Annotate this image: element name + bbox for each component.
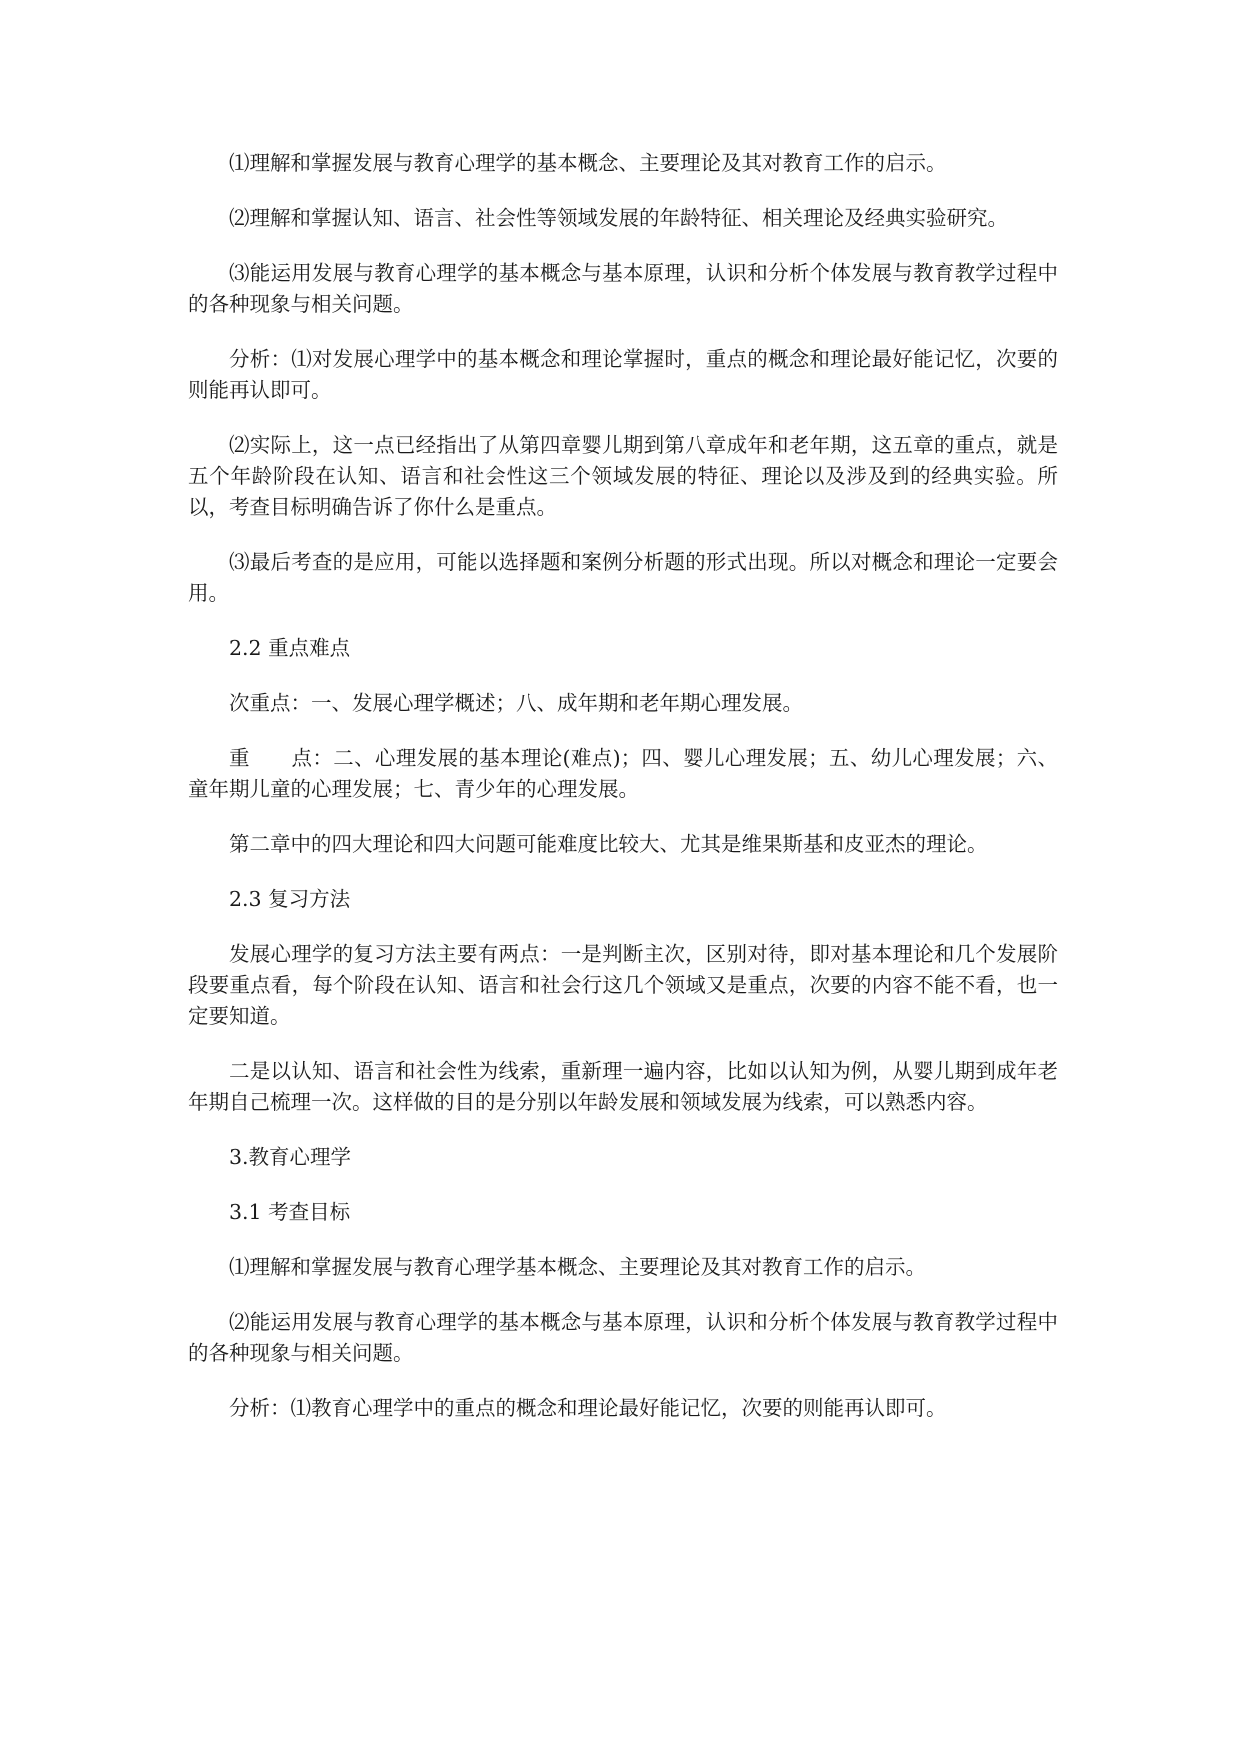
paragraph: 分析：⑴教育心理学中的重点的概念和理论最好能记忆，次要的则能再认即可。: [229, 1396, 947, 1420]
paragraph: ⑶最后考查的是应用，可能以选择题和案例分析题的形式出现。所以对概念和理论一定要会用。: [188, 550, 1058, 605]
paragraph: ⑴理解和掌握发展与教育心理学基本概念、主要理论及其对教育工作的启示。: [229, 1255, 926, 1279]
paragraph: 重 点：二、心理发展的基本理论(难点)；四、婴儿心理发展；五、幼儿心理发展；六、童年期儿童的心理发展；七、青少年的心理发展。: [188, 746, 1058, 801]
paragraph: 二是以认知、语言和社会性为线索，重新理一遍内容，比如以认知为例，从婴儿期到成年老年期自己梳理一次。这样做的目的是分别以年龄发展和领域发展为线索，可以熟悉内容。: [188, 1059, 1058, 1114]
paragraph: ⑵能运用发展与教育心理学的基本概念与基本原理，认识和分析个体发展与教育教学过程中的各种现象与相关问题。: [188, 1310, 1058, 1365]
document-body: [188, 148, 1058, 1448]
paragraph: ⑶能运用发展与教育心理学的基本概念与基本原理，认识和分析个体发展与教育教学过程中的各种现象与相关问题。: [188, 261, 1058, 316]
section-heading: 2.2 重点难点: [229, 636, 351, 660]
paragraph: ⑴理解和掌握发展与教育心理学的基本概念、主要理论及其对教育工作的启示。: [229, 151, 947, 175]
section-heading: 3.教育心理学: [229, 1145, 352, 1169]
paragraph: 发展心理学的复习方法主要有两点：一是判断主次，区别对待，即对基本理论和几个发展阶段要重点看，每个阶段在认知、语言和社会行这几个领域又是重点，次要的内容不能不看，也一定要知道。: [188, 942, 1058, 1028]
section-heading: 2.3 复习方法: [229, 887, 351, 911]
paragraph: ⑵理解和掌握认知、语言、社会性等领域发展的年龄特征、相关理论及经典实验研究。: [229, 206, 1008, 230]
paragraph: 第二章中的四大理论和四大问题可能难度比较大、尤其是维果斯基和皮亚杰的理论。: [229, 832, 988, 856]
paragraph: 分析：⑴对发展心理学中的基本概念和理论掌握时，重点的概念和理论最好能记忆，次要的则能再认即可。: [188, 347, 1058, 402]
paragraph: ⑵实际上，这一点已经指出了从第四章婴儿期到第八章成年和老年期，这五章的重点，就是五个年龄阶段在认知、语言和社会性这三个领域发展的特征、理论以及涉及到的经典实验。所以，考查目标明确告诉了你什么是重点。: [188, 433, 1058, 519]
paragraph: 次重点：一、发展心理学概述；八、成年期和老年期心理发展。: [229, 691, 803, 715]
section-heading: 3.1 考查目标: [229, 1200, 351, 1224]
